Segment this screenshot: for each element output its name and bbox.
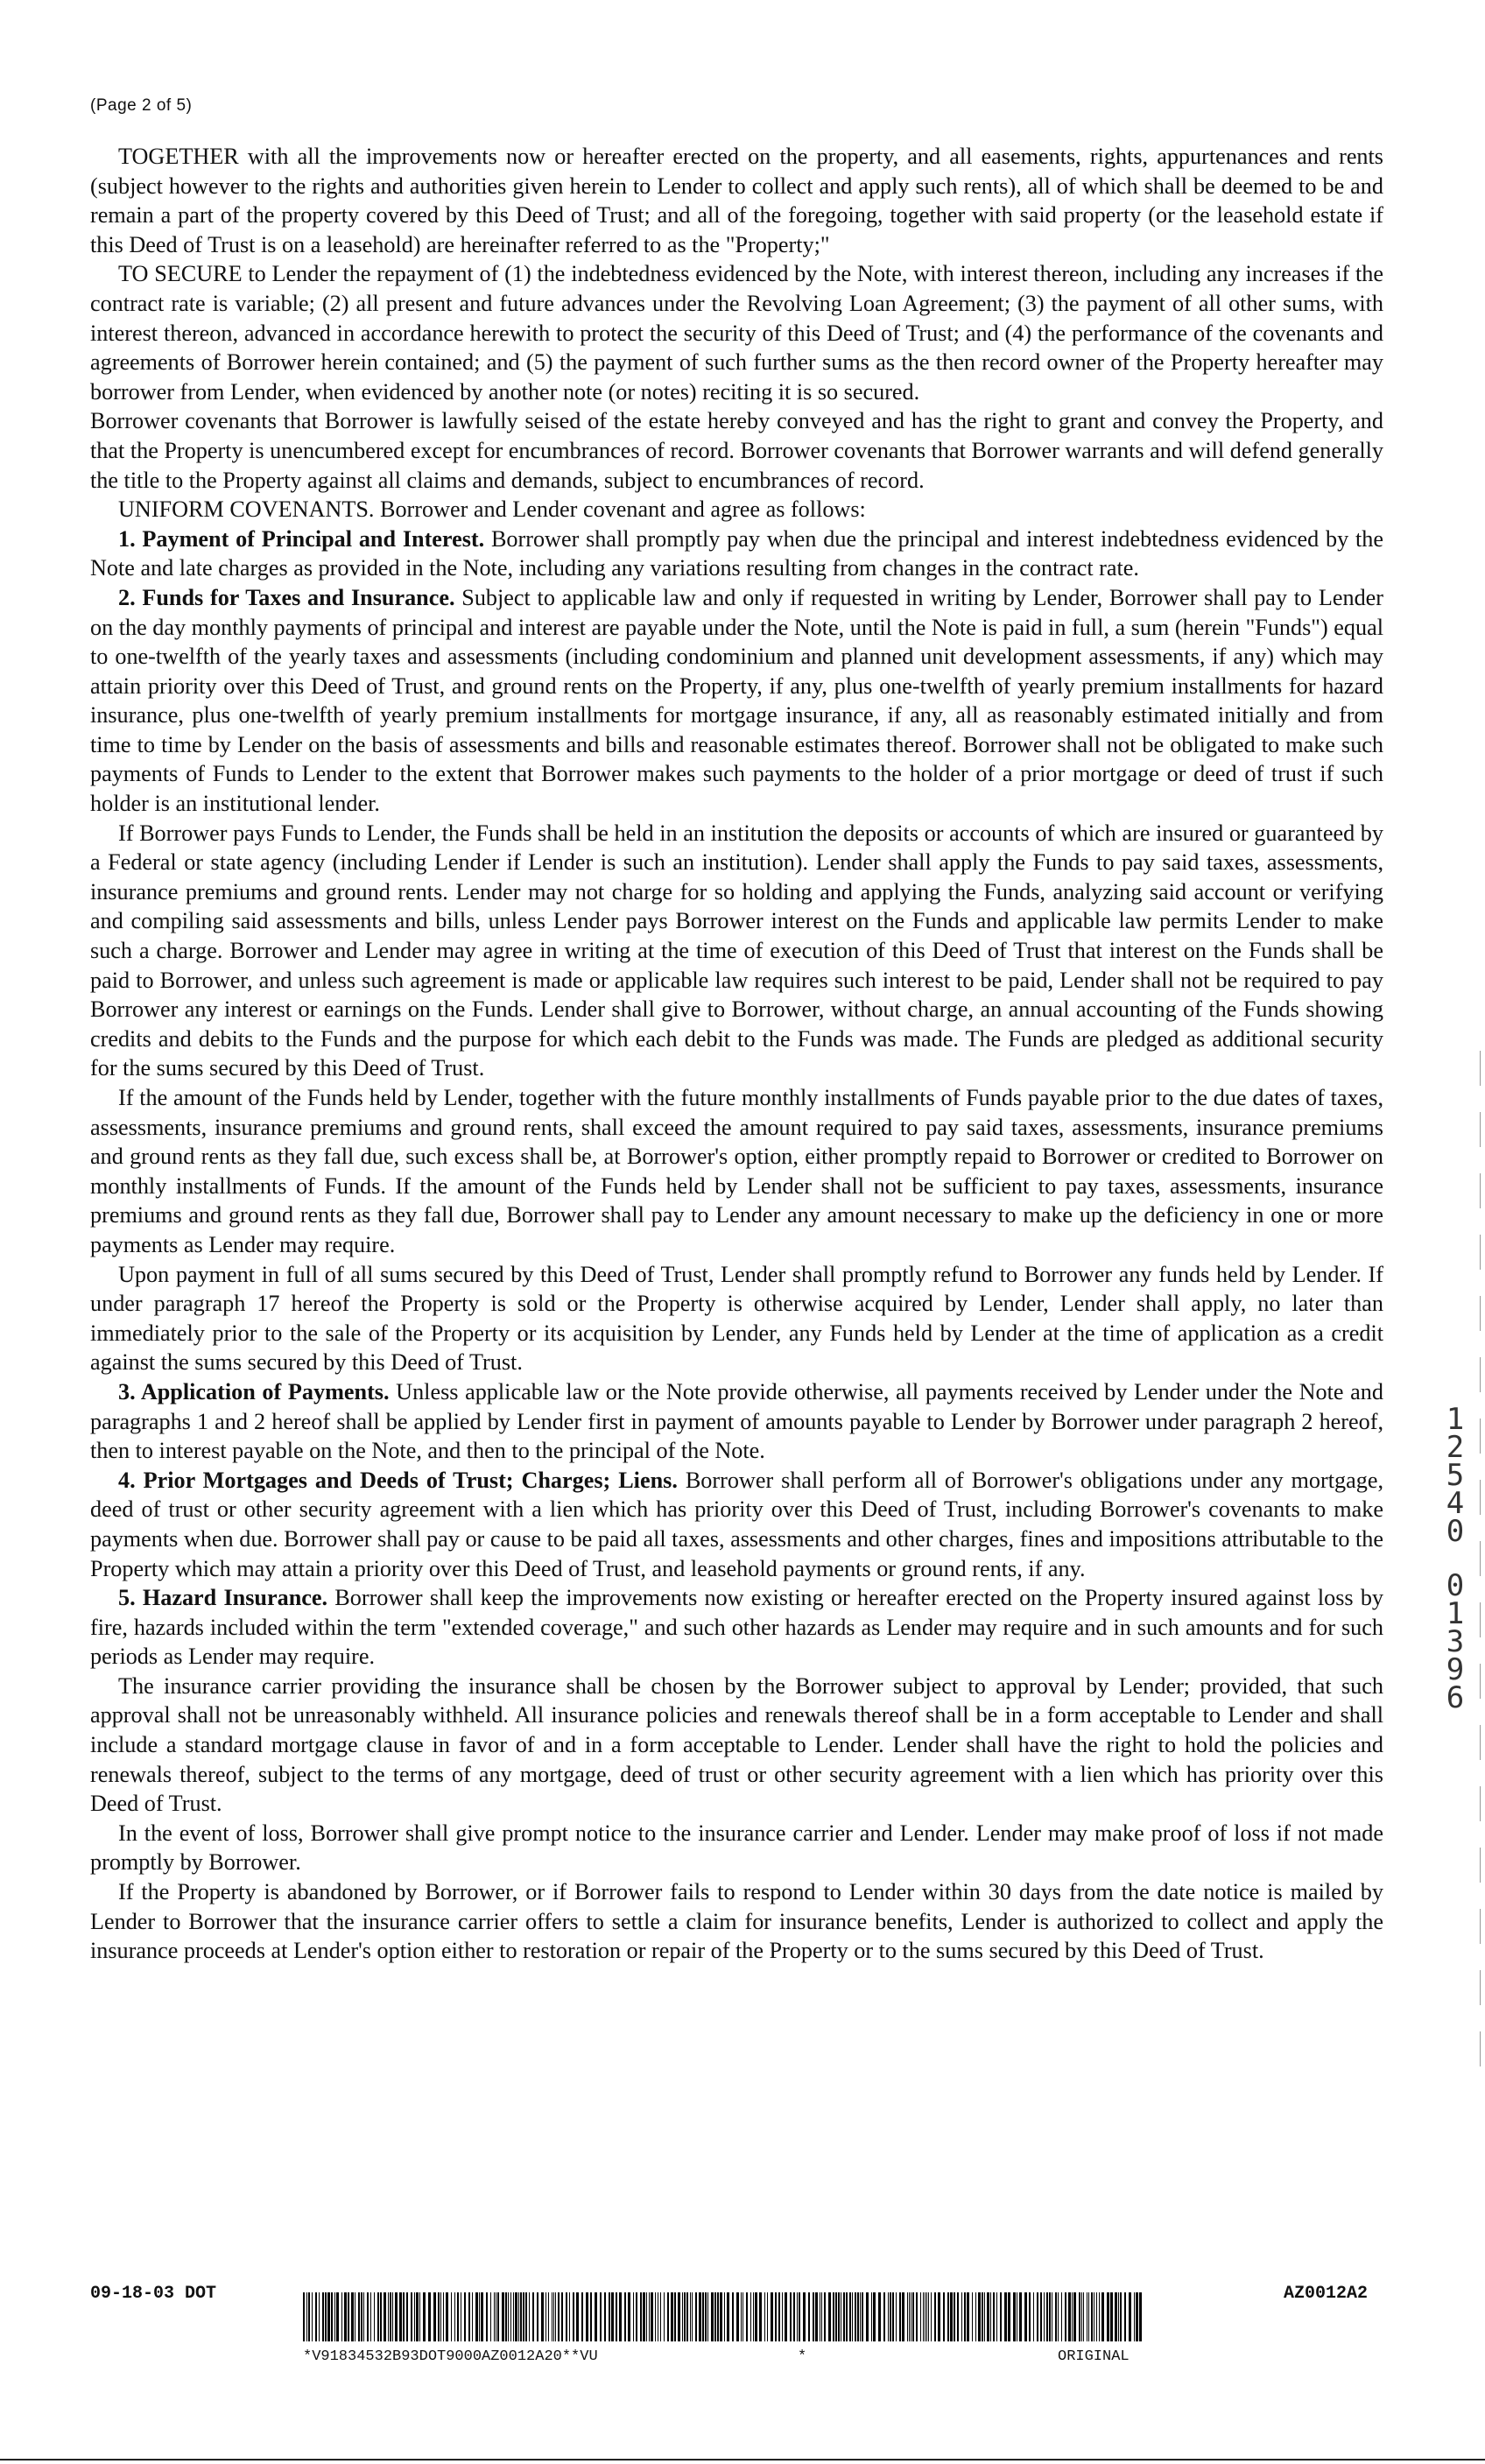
barcode-bar — [443, 2292, 444, 2341]
barcode-bar — [1118, 2292, 1119, 2341]
barcode-bar — [1120, 2292, 1122, 2341]
funds-held-paragraph: If Borrower pays Funds to Lender, the Funds shall be held in an institution the deposits or accounts of which are insured or guaranteed by a Federal or state agency (including Lender if Lender is such an institution). Lender shall apply the Funds to pay said taxes, assessments, insurance premiums and ground rents. Lender may not charge for so holding and applying the Funds, analyzing said account or verifying and compiling said assessments and bills, unless Lender pays Borrower interest on the Funds and applicable law permits Lender to make such a charge. Borrower and Lender may agree in writing at the time of execution of this Deed of Trust that interest on the Funds shall be paid to Borrower, and unless such agreement is made or applicable law requires such interest to be paid, Lender shall not be required to pay Borrower any interest or earnings on the Funds. Lender shall give to Borrower, without charge, an annual accounting of the Funds showing credits and debits to the Funds and the purpose for which each debit to the Funds was made. The Funds are pledged as additional security for the sums secured by this Deed of Trust. — [90, 820, 1383, 1081]
barcode-bar — [982, 2292, 983, 2341]
section-1-paragraph — [90, 524, 1383, 583]
barcode-bar — [846, 2292, 848, 2341]
stamp-digit: 4 — [1446, 1486, 1465, 1521]
barcode-bar — [987, 2292, 989, 2341]
section-4-text: Borrower shall perform all of Borrower's obligations under any mortgage, deed of trust or other security agreement with a lien which has priority over this Deed of Trust, including Borrower's covenants to make payments when due. Borrower shall pay or cause to be paid all taxes, assessments and other charges, fines and impositions attributable to the Property which may attain a priority over this Deed of Trust, and leasehold payments or ground rents, if any. — [90, 1467, 1383, 1581]
barcode-bar — [649, 2292, 650, 2341]
barcode-bar — [624, 2292, 626, 2341]
barcode-bar — [643, 2292, 645, 2341]
barcode-bar — [815, 2292, 818, 2341]
barcode-bar — [515, 2292, 517, 2341]
barcode-bar — [767, 2292, 768, 2341]
barcode-bar — [671, 2292, 673, 2341]
barcode-bar — [750, 2292, 751, 2341]
barcode-bar — [472, 2292, 473, 2341]
barcode-bar — [686, 2292, 688, 2341]
barcode-bar — [423, 2292, 426, 2341]
barcode-bar — [363, 2292, 364, 2341]
borrower-covenants-paragraph: Borrower covenants that Borrower is lawfully seised of the estate hereby conveyed and has the right to grant and convey the Property, and that the Property is unencumbered except for encumbrances of record. Borrower covenants that Borrower warrants and will defend generally the title to the Property against all claims and demands, subject to encumbrances of record. — [90, 408, 1383, 493]
barcode-bar — [797, 2292, 798, 2341]
barcode-bar — [525, 2292, 527, 2341]
barcode-bar — [883, 2292, 885, 2341]
barcode-bar — [481, 2292, 483, 2341]
barcode-bar — [909, 2292, 910, 2341]
barcode-bar — [532, 2292, 534, 2341]
barcode-bar — [1079, 2292, 1080, 2341]
barcode-bar — [833, 2292, 834, 2341]
barcode-bar — [636, 2292, 637, 2341]
barcode-bar — [753, 2292, 754, 2341]
barcode-bar — [502, 2292, 504, 2341]
barcode-bar — [923, 2292, 924, 2341]
barcode-bar — [1110, 2292, 1113, 2341]
stamp-digit: 0 — [1446, 1514, 1465, 1549]
barcode-bar — [451, 2292, 452, 2341]
barcode-bar — [600, 2292, 602, 2341]
barcode-bar — [513, 2292, 514, 2341]
insurance-carrier-paragraph: The insurance carrier providing the insurance shall be chosen by the Borrower subject to approval by Lender; provided, that such approval shall not be unreasonably withheld. All insurance policies and renewals thereof shall be in a form acceptable to Lender and shall include a standard mortgage clause in favor of and in a form acceptable to Lender. Lender shall have the right to hold the policies and renewals thereof, subject to the terms of any mortgage, deed of trust or other security agreement with a lien which has priority over this Deed of Trust. — [90, 1672, 1383, 1817]
barcode-bar — [857, 2292, 859, 2341]
barcode-bar — [553, 2292, 554, 2341]
barcode-star-text: * — [798, 2348, 807, 2365]
barcode-bar — [640, 2292, 642, 2341]
barcode-bar — [920, 2292, 921, 2341]
barcode-bar — [1088, 2292, 1089, 2341]
barcode-original-text: ORIGINAL — [1058, 2348, 1130, 2365]
barcode-bar — [454, 2292, 455, 2341]
barcode-bar — [1124, 2292, 1126, 2341]
barcode-bar — [947, 2292, 949, 2341]
barcode-bar — [1099, 2292, 1100, 2341]
barcode-bar — [367, 2292, 369, 2341]
barcode-bar — [931, 2292, 932, 2341]
barcode-bar — [428, 2292, 431, 2341]
barcode-bar — [775, 2292, 777, 2341]
barcode-bar — [406, 2292, 408, 2341]
barcode-bar — [862, 2292, 863, 2341]
barcode-bar — [813, 2292, 814, 2341]
barcode-bar — [993, 2292, 995, 2341]
barcode-bar — [558, 2292, 560, 2341]
barcode-bar — [961, 2292, 962, 2341]
barcode-bar — [358, 2292, 360, 2341]
barcode-bar — [717, 2292, 719, 2341]
barcode-bar — [943, 2292, 945, 2341]
barcode-bar — [702, 2292, 704, 2341]
section-3-paragraph — [90, 1377, 1383, 1466]
barcode-bar — [764, 2292, 765, 2341]
barcode-bar — [1037, 2292, 1038, 2341]
barcode-bar — [972, 2292, 973, 2341]
barcode-bar — [692, 2292, 693, 2341]
barcode-bar — [619, 2292, 622, 2341]
page-bottom-border — [0, 2459, 1485, 2460]
barcode-bar — [888, 2292, 889, 2341]
barcode-bar — [916, 2292, 918, 2341]
barcode-bar — [978, 2292, 981, 2341]
barcode-bar — [990, 2292, 991, 2341]
barcode-bar — [926, 2292, 927, 2341]
barcode-bar — [523, 2292, 524, 2341]
barcode-bar — [892, 2292, 894, 2341]
barcode-bar — [741, 2292, 742, 2341]
barcode-bar — [759, 2292, 762, 2341]
funds-refund-paragraph: Upon payment in full of all sums secured by this Deed of Trust, Lender shall promptly refund to Borrower any funds held by Lender. If under paragraph 17 hereof the Property is sold or the Property is otherwise acquired by Lender, Lender shall apply, no later than immediately prior to the sale of the Property or its acquisition by Lender, any Funds held by Lender at the time of application as a credit against the sums secured by this Deed of Trust. — [90, 1261, 1383, 1376]
barcode-bar — [377, 2292, 379, 2341]
barcode-bar — [395, 2292, 398, 2341]
barcode-bar — [569, 2292, 570, 2341]
section-2-heading: 2. Funds for Taxes and Insurance. — [118, 584, 455, 610]
barcode-bar — [838, 2292, 840, 2341]
barcode-bar — [1091, 2292, 1093, 2341]
barcode-bar — [1044, 2292, 1045, 2341]
barcode-bar — [855, 2292, 856, 2341]
barcode-bar — [852, 2292, 853, 2341]
barcode-bar — [446, 2292, 448, 2341]
barcode-bar — [782, 2292, 783, 2341]
section-1-heading: 1. Payment of Principal and Interest. — [118, 525, 485, 552]
barcode-bar — [957, 2292, 959, 2341]
barcode-bar — [873, 2292, 876, 2341]
barcode-bar — [327, 2292, 330, 2341]
barcode-bar — [609, 2292, 610, 2341]
barcode-bar — [871, 2292, 872, 2341]
barcode-bar — [370, 2292, 371, 2341]
barcode-bar — [541, 2292, 544, 2341]
barcode-bar — [821, 2292, 822, 2341]
barcode-bar — [860, 2292, 861, 2341]
barcode-bar — [331, 2292, 333, 2341]
stamp-digit: 9 — [1446, 1652, 1465, 1687]
barcode-bar — [690, 2292, 691, 2341]
barcode-bar — [1000, 2292, 1002, 2341]
barcode-bar — [344, 2292, 347, 2341]
barcode-code-text: *V91834532B93DOT9000AZ0012A20**VU — [303, 2348, 598, 2365]
barcode-bar — [1029, 2292, 1031, 2341]
barcode-bar — [771, 2292, 773, 2341]
barcode-bar — [555, 2292, 556, 2341]
barcode-bar — [308, 2292, 310, 2341]
barcode-bar — [660, 2292, 661, 2341]
barcode-bar — [799, 2292, 800, 2341]
stamp-digit: 3 — [1446, 1624, 1465, 1659]
section-5-text: Borrower shall keep the improvements now existing or hereafter erected on the Property insured against loss by fire, hazards included within the term "extended coverage," and such other hazards as Lender may require and in such amounts and for such periods as Lender may require. — [90, 1585, 1384, 1670]
barcode-bar — [306, 2292, 307, 2341]
barcode-bar — [433, 2292, 436, 2341]
stamp-digit: 0 — [1446, 1568, 1465, 1603]
barcode-bar — [351, 2292, 354, 2341]
barcode-bar — [1024, 2292, 1027, 2341]
barcode-bar — [411, 2292, 412, 2341]
barcode-bar — [1019, 2292, 1022, 2341]
barcode-bar — [325, 2292, 327, 2341]
barcode-bar — [907, 2292, 908, 2341]
barcode-bar — [419, 2292, 420, 2341]
barcode-bar — [566, 2292, 567, 2341]
barcode-bar — [628, 2292, 630, 2341]
barcode-bar — [590, 2292, 592, 2341]
barcode-bar — [934, 2292, 936, 2341]
funds-excess-paragraph: If the amount of the Funds held by Lender, together with the future monthly installments of Funds payable prior to the due dates of taxes, assessments, insurance premiums and ground rents, shall exceed the amount required to pay said taxes, assessments, insurance premiums and ground rents as they fall due, such excess shall be, at Borrower's option, either promptly repaid to Borrower or credited to Borrower on monthly installments of Funds. If the amount of the Funds held by Lender shall not be sufficient to pay taxes, assessments, insurance premiums and ground rents as they fall due, Borrower shall pay to Lender any amount necessary to make up the deficiency in one or more payments as Lender may require. — [90, 1085, 1383, 1257]
barcode-bar — [878, 2292, 881, 2341]
to-secure-paragraph: TO SECURE to Lender the repayment of (1) the indebtedness evidenced by the Note, with interest thereon, including any increases if the contract rate is variable; (2) all present and future advances under the Revolving Loan Agreement; (3) the payment of all other sums, with interest thereon, advanced in accordance herewith to protect the security of this Deed of Trust; and (4) the performance of the covenants and agreements of Borrower herein contained; and (5) the payment of such further sums as the then record owner of the Property hereafter may borrower from Lender, when evidenced by another note (or notes) reciting it is so secured. — [90, 261, 1383, 405]
section-5-heading: 5. Hazard Insurance. — [118, 1585, 328, 1611]
barcode-bar — [505, 2292, 507, 2341]
barcode-bar — [490, 2292, 491, 2341]
barcode-bar — [732, 2292, 734, 2341]
barcode-bar — [388, 2292, 389, 2341]
barcode-bar — [1073, 2292, 1076, 2341]
section-1-text: Borrower shall promptly pay when due the principal and interest indebtedness evidenced by the Note and late charges as provided in the Note, including any variations resulting from changes in the contract rate. — [90, 525, 1383, 581]
barcode-bar — [361, 2292, 362, 2341]
barcode-bar — [392, 2292, 393, 2341]
barcode-bar — [674, 2292, 676, 2341]
barcode-bar — [595, 2292, 597, 2341]
barcode-bar — [736, 2292, 739, 2341]
event-of-loss-paragraph: In the event of loss, Borrower shall give prompt notice to the insurance carrier and Lender. Lender may make proof of loss if not made promptly by Borrower. — [90, 1820, 1383, 1876]
barcode-bar — [843, 2292, 845, 2341]
barcode-bar — [604, 2292, 606, 2341]
barcode-bar — [1061, 2292, 1062, 2341]
barcode-bar — [1081, 2292, 1082, 2341]
barcode-bar — [755, 2292, 757, 2341]
section-5-paragraph — [90, 1583, 1383, 1672]
barcode-bar — [440, 2292, 441, 2341]
barcode-bar — [384, 2292, 386, 2341]
barcode-bar — [486, 2292, 488, 2341]
barcode-bar — [828, 2292, 831, 2341]
barcode-bar — [678, 2292, 680, 2341]
barcode-bar — [319, 2292, 320, 2341]
barcode-bar — [714, 2292, 716, 2341]
barcode-bar — [479, 2292, 480, 2341]
together-paragraph: TOGETHER with all the improvements now or hereafter erected on the property, and all easements, rights, appurtenances and rents (subject however to the rights and authorities given herein to Lender to collect and apply such rents), all of which shall be deemed to be and remain a part of the property covered by this Deed of Trust; and all of the foregoing, together with said property (or the leasehold estate if this Deed of Trust is on a leasehold) are hereinafter referred to as the "Property;" — [90, 144, 1383, 257]
section-4-heading: 4. Prior Mortgages and Deeds of Trust; Charges; Liens. — [118, 1467, 678, 1493]
barcode-bar — [655, 2292, 656, 2341]
barcode-bar — [899, 2292, 901, 2341]
barcode-bar — [374, 2292, 375, 2341]
barcode-bar — [322, 2292, 324, 2341]
barcode-bar — [518, 2292, 519, 2341]
barcode-bar — [416, 2292, 419, 2341]
stamp-digit: 2 — [1446, 1430, 1465, 1465]
stamp-digit: 1 — [1446, 1596, 1465, 1631]
barcode-bar — [537, 2292, 538, 2341]
barcode-bar — [667, 2292, 669, 2341]
barcode-bar — [341, 2292, 342, 2341]
barcode-bar — [720, 2292, 722, 2341]
barcode-bar — [633, 2292, 634, 2341]
barcode-bar — [928, 2292, 929, 2341]
barcode-bar — [682, 2292, 683, 2341]
barcode-bar — [336, 2292, 339, 2341]
barcode-bar — [1055, 2292, 1057, 2341]
section-4-paragraph — [90, 1466, 1383, 1583]
barcode-bar — [646, 2292, 647, 2341]
barcode-bar — [938, 2292, 940, 2341]
barcode-bar — [315, 2292, 317, 2341]
barcode-bar — [348, 2292, 349, 2341]
barcode-bar — [616, 2292, 617, 2341]
barcode-bar — [724, 2292, 725, 2341]
barcode-bar — [651, 2292, 653, 2341]
stamp-digit: 6 — [1446, 1680, 1465, 1715]
barcode — [303, 2292, 1144, 2341]
barcode-bar — [303, 2292, 305, 2341]
barcode-bar — [457, 2292, 459, 2341]
barcode-bar — [1129, 2292, 1131, 2341]
barcode-bar — [1068, 2292, 1071, 2341]
barcode-bar — [1083, 2292, 1084, 2341]
barcode-bar — [727, 2292, 729, 2341]
property-abandoned-paragraph: If the Property is abandoned by Borrower, or if Borrower fails to respond to Lender within 30 days from the date notice is mailed by Lender to Borrower that the insurance carrier offers to settle a claim for insurance benefits, Lender is authorized to collect and apply the insurance proceeds at Lender's option either to restoration or repair of the Property or to the sums secured by this Deed of Trust. — [90, 1879, 1383, 1964]
barcode-bar — [975, 2292, 976, 2341]
barcode-bar — [912, 2292, 914, 2341]
barcode-bar — [475, 2292, 478, 2341]
barcode-bar — [778, 2292, 780, 2341]
stamp-digit: 1 — [1446, 1402, 1465, 1437]
uniform-covenants-paragraph: UNIFORM COVENANTS. Borrower and Lender covenant and agree as follows: — [118, 496, 866, 523]
section-3-heading: 3. Application of Payments. — [118, 1378, 390, 1404]
barcode-bar — [1096, 2292, 1097, 2341]
recording-number-stamp — [1442, 1402, 1468, 1715]
barcode-bar — [468, 2292, 470, 2341]
form-date-code: 09-18-03 DOT — [90, 2284, 217, 2304]
barcode-bar — [586, 2292, 588, 2341]
scan-edge-line — [1480, 1051, 1481, 2084]
barcode-bar — [1004, 2292, 1007, 2341]
barcode-bar — [849, 2292, 851, 2341]
barcode-bar — [790, 2292, 792, 2341]
stamp-digit: 5 — [1446, 1458, 1465, 1493]
barcode-bar — [611, 2292, 614, 2341]
deed-body-text — [90, 142, 1383, 1966]
barcode-bar — [742, 2292, 743, 2341]
barcode-bar — [1134, 2292, 1135, 2341]
barcode-bar — [497, 2292, 499, 2341]
barcode-bar — [529, 2292, 530, 2341]
barcode-bar — [1072, 2292, 1073, 2341]
page-number-label: (Page 2 of 5) — [90, 96, 193, 115]
barcode-bar — [1008, 2292, 1010, 2341]
barcode-bar — [954, 2292, 955, 2341]
barcode-bar — [1046, 2292, 1048, 2341]
barcode-bar — [399, 2292, 402, 2341]
barcode-bar — [1136, 2292, 1138, 2341]
barcode-bar — [380, 2292, 382, 2341]
barcode-bar — [707, 2292, 708, 2341]
barcode-bar — [1033, 2292, 1034, 2341]
barcode-bar — [494, 2292, 495, 2341]
barcode-bar — [746, 2292, 748, 2341]
barcode-bar — [1101, 2292, 1104, 2341]
barcode-bar — [561, 2292, 563, 2341]
barcode-bar — [824, 2292, 826, 2341]
barcode-bar — [1040, 2292, 1042, 2341]
barcode-bar — [1049, 2292, 1051, 2341]
barcode-bar — [896, 2292, 897, 2341]
barcode-bar — [581, 2292, 583, 2341]
barcode-bar — [464, 2292, 466, 2341]
barcode-bar — [964, 2292, 966, 2341]
section-2-paragraph — [90, 583, 1383, 819]
barcode-bar — [785, 2292, 787, 2341]
section-3-text: Unless applicable law or the Note provide otherwise, all payments received by Lender under the Note and paragraphs 1 and 2 hereof shall be applied by Lender first in payment of amounts payable to Lender by Borrower under paragraph 2 hereof, then to interest payable on the Note, and then to the principal of the Note. — [90, 1378, 1383, 1464]
barcode-bar — [950, 2292, 953, 2341]
barcode-bar — [1115, 2292, 1117, 2341]
barcode-bar — [403, 2292, 405, 2341]
form-number: AZ0012A2 — [1284, 2284, 1369, 2304]
barcode-bar — [866, 2292, 869, 2341]
barcode-bar — [510, 2292, 511, 2341]
barcode-bar — [695, 2292, 697, 2341]
barcode-bar — [996, 2292, 997, 2341]
barcode-bar — [699, 2292, 701, 2341]
barcode-bar — [545, 2292, 546, 2341]
barcode-bar — [438, 2292, 440, 2341]
barcode-bar — [1139, 2292, 1142, 2341]
barcode-bar — [684, 2292, 686, 2341]
barcode-bar — [573, 2292, 574, 2341]
barcode-bar — [548, 2292, 549, 2341]
barcode-bar — [1013, 2292, 1016, 2341]
barcode-bar — [312, 2292, 313, 2341]
barcode-bar — [705, 2292, 707, 2341]
barcode-bar — [793, 2292, 795, 2341]
barcode-bar — [967, 2292, 969, 2341]
barcode-bar — [1065, 2292, 1066, 2341]
barcode-bar — [414, 2292, 415, 2341]
barcode-bar — [576, 2292, 579, 2341]
barcode-bar — [984, 2292, 985, 2341]
section-2-text: Subject to applicable law and only if requested in writing by Lender, Borrower shall pay to Lender on the day monthly payments of principal and interest are payable under the Note, until the Note is paid in full, a sum (herein "Funds") equal to one-twelfth of the yearly taxes and assessments (including condominium and planned unit development assessments, if any) which may attain priority over this Deed of Trust, and ground rents on the Property, if any, plus one-twelfth of yearly premium installments for hazard insurance, plus one-twelfth of yearly premium installments for mortgage insurance, if any, all as reasonably estimated initially and from time to time by Lender on the basis of assessments and bills and reasonable estimates thereof. Borrower shall not be obligated to make such payments of Funds to Lender to the extent that Borrower makes such payments to the holder of a prior mortgage or deed of trust if such holder is an institutional lender. — [90, 584, 1384, 817]
barcode-bar — [508, 2292, 509, 2341]
barcode-bar — [711, 2292, 714, 2341]
barcode-bar — [902, 2292, 904, 2341]
barcode-bar — [808, 2292, 810, 2341]
barcode-bar — [334, 2292, 335, 2341]
barcode-bar — [390, 2292, 391, 2341]
barcode-bar — [803, 2292, 806, 2341]
barcode-bar — [890, 2292, 891, 2341]
barcode-bar — [664, 2292, 665, 2341]
barcode-bar — [835, 2292, 837, 2341]
barcode-bar — [1058, 2292, 1059, 2341]
barcode-bar — [1107, 2292, 1109, 2341]
barcode-bar — [520, 2292, 522, 2341]
